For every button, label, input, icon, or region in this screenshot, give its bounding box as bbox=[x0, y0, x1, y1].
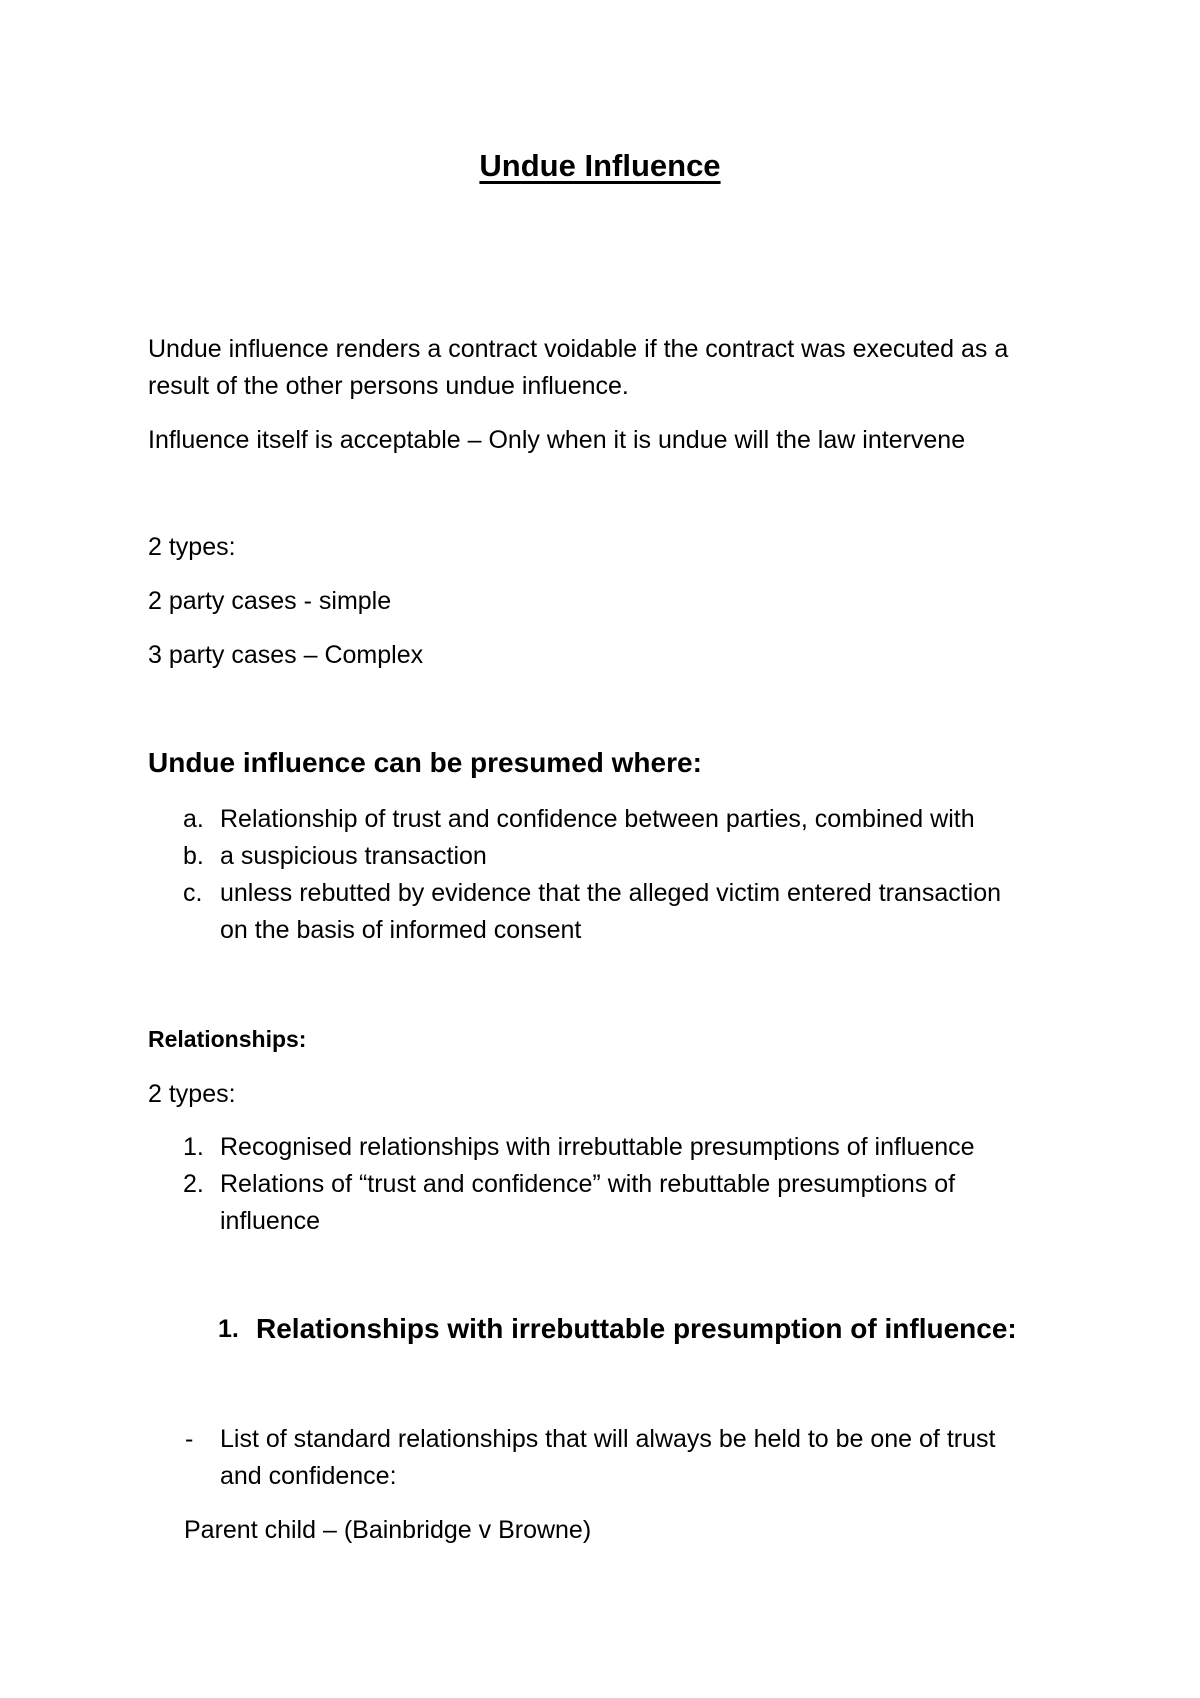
list-marker-a: a. bbox=[183, 805, 204, 833]
presumed-item-a: Relationship of trust and confidence between parties, combined with bbox=[220, 805, 975, 833]
section-number: 1. bbox=[218, 1315, 239, 1343]
presumed-heading: Undue influence can be presumed where: bbox=[148, 747, 702, 778]
types-item-1: 2 party cases - simple bbox=[148, 587, 392, 615]
presumed-item-c-line-2: on the basis of informed consent bbox=[220, 916, 582, 944]
list-marker-c: c. bbox=[183, 879, 203, 907]
types-item-2: 3 party cases – Complex bbox=[148, 641, 424, 669]
list-marker-b: b. bbox=[183, 842, 204, 870]
irrebuttable-heading: Relationships with irrebuttable presumption of influence: bbox=[256, 1313, 1017, 1344]
irrebuttable-bullet-line-1: List of standard relationships that will always be held to be one of trust bbox=[220, 1425, 996, 1453]
intro-line-2: result of the other persons undue influence. bbox=[148, 372, 629, 400]
list-marker-2: 2. bbox=[183, 1170, 204, 1198]
relationships-item-2-line-1: Relations of “trust and confidence” with rebuttable presumptions of bbox=[220, 1170, 956, 1198]
intro-line-3: Influence itself is acceptable – Only when it is undue will the law intervene bbox=[148, 426, 966, 454]
list-marker-1: 1. bbox=[183, 1133, 204, 1161]
intro-line-1: Undue influence renders a contract voidable if the contract was executed as a bbox=[148, 335, 1009, 363]
relationships-item-2-line-2: influence bbox=[220, 1207, 321, 1235]
presumed-item-b: a suspicious transaction bbox=[220, 842, 487, 870]
irrebuttable-bullet-line-2: and confidence: bbox=[220, 1462, 397, 1490]
relationships-item-1: Recognised relationships with irrebuttable presumptions of influence bbox=[220, 1133, 975, 1161]
relationships-types-label: 2 types: bbox=[148, 1080, 236, 1108]
document-title: Undue Influence bbox=[479, 148, 721, 183]
bullet-dash: - bbox=[185, 1425, 194, 1453]
relationships-heading: Relationships: bbox=[148, 1026, 307, 1052]
presumed-item-c-line-1: unless rebutted by evidence that the alleged victim entered transaction bbox=[220, 879, 1002, 907]
types-heading: 2 types: bbox=[148, 533, 236, 561]
example-parent-child: Parent child – (Bainbridge v Browne) bbox=[184, 1516, 592, 1544]
